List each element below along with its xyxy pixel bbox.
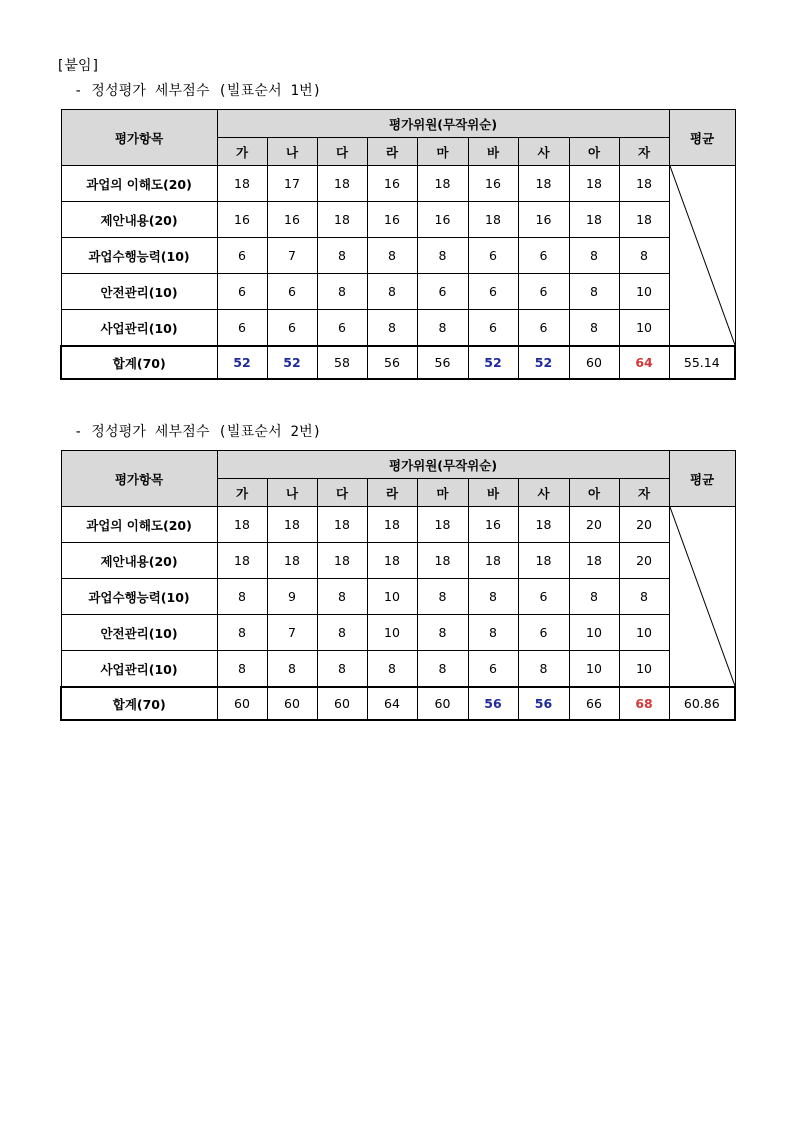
member-header: 아	[569, 138, 619, 166]
member-header: 라	[367, 138, 417, 166]
score-cell: 16	[367, 202, 417, 238]
score-cell: 8	[267, 651, 317, 688]
header-item: 평가항목	[61, 451, 217, 507]
table-row	[61, 615, 735, 651]
score-cell: 6	[468, 274, 518, 310]
score-cell: 10	[367, 615, 417, 651]
total-score-cell: 68	[619, 687, 669, 720]
score-cell: 6	[267, 310, 317, 347]
score-cell: 18	[267, 543, 317, 579]
score-cell: 8	[367, 274, 417, 310]
score-cell: 18	[468, 202, 518, 238]
score-cell: 18	[317, 202, 367, 238]
score-cell: 6	[217, 310, 267, 347]
score-cell: 10	[569, 651, 619, 688]
score-cell: 10	[569, 615, 619, 651]
score-cell: 18	[367, 543, 417, 579]
score-cell: 6	[217, 238, 267, 274]
table-row	[61, 202, 735, 238]
score-cell: 18	[367, 507, 417, 543]
score-cell: 8	[317, 579, 367, 615]
member-header: 사	[518, 138, 569, 166]
score-cell: 8	[367, 651, 417, 688]
member-header: 다	[317, 479, 367, 507]
score-cell: 18	[569, 543, 619, 579]
row-label: 과업수행능력(10)	[61, 238, 217, 274]
score-cell: 10	[619, 615, 669, 651]
score-cell: 10	[619, 651, 669, 688]
total-score-cell: 56	[468, 687, 518, 720]
score-cell: 8	[367, 238, 417, 274]
score-cell: 10	[367, 579, 417, 615]
member-header: 마	[417, 138, 468, 166]
score-cell: 8	[569, 238, 619, 274]
average-blank-diagonal	[669, 507, 735, 688]
table-row	[61, 274, 735, 310]
total-label: 합계(70)	[61, 687, 217, 720]
score-cell: 8	[317, 274, 367, 310]
score-cell: 8	[468, 579, 518, 615]
table-row	[61, 651, 735, 688]
row-label: 제안내용(20)	[61, 202, 217, 238]
total-score-cell: 52	[217, 346, 267, 379]
score-cell: 7	[267, 238, 317, 274]
score-cell: 8	[417, 579, 468, 615]
total-score-cell: 52	[518, 346, 569, 379]
score-cell: 8	[367, 310, 417, 347]
table-row	[61, 579, 735, 615]
score-cell: 20	[569, 507, 619, 543]
score-cell: 7	[267, 615, 317, 651]
score-cell: 18	[267, 507, 317, 543]
score-cell: 18	[317, 507, 367, 543]
score-cell: 20	[619, 543, 669, 579]
total-score-cell: 56	[367, 346, 417, 379]
score-cell: 6	[518, 238, 569, 274]
score-cell: 18	[317, 166, 367, 202]
score-cell: 8	[417, 615, 468, 651]
score-cell: 8	[468, 615, 518, 651]
total-label: 합계(70)	[61, 346, 217, 379]
score-cell: 18	[217, 166, 267, 202]
score-cell: 18	[417, 507, 468, 543]
row-label: 안전관리(10)	[61, 615, 217, 651]
score-cell: 8	[217, 579, 267, 615]
score-cell: 6	[468, 238, 518, 274]
total-score-cell: 52	[468, 346, 518, 379]
member-header: 아	[569, 479, 619, 507]
member-header: 다	[317, 138, 367, 166]
score-cell: 18	[569, 166, 619, 202]
average-blank-diagonal	[669, 166, 735, 347]
score-table-1	[60, 109, 736, 380]
score-cell: 16	[217, 202, 267, 238]
member-header: 나	[267, 138, 317, 166]
total-score-cell: 58	[317, 346, 367, 379]
total-row	[61, 346, 735, 379]
average-value: 60.86	[669, 687, 735, 720]
score-cell: 8	[569, 310, 619, 347]
score-cell: 16	[267, 202, 317, 238]
score-cell: 6	[267, 274, 317, 310]
member-header: 바	[468, 479, 518, 507]
row-label: 과업의 이해도(20)	[61, 507, 217, 543]
total-score-cell: 60	[317, 687, 367, 720]
score-cell: 18	[217, 543, 267, 579]
total-score-cell: 56	[417, 346, 468, 379]
score-cell: 8	[417, 310, 468, 347]
total-score-cell: 52	[267, 346, 317, 379]
header-committee: 평가위원(무작위순)	[217, 451, 669, 479]
score-cell: 8	[317, 615, 367, 651]
score-cell: 8	[217, 651, 267, 688]
score-cell: 16	[468, 507, 518, 543]
score-cell: 18	[417, 166, 468, 202]
score-cell: 20	[619, 507, 669, 543]
total-score-cell: 60	[267, 687, 317, 720]
member-header: 마	[417, 479, 468, 507]
score-cell: 18	[619, 202, 669, 238]
header-item: 평가항목	[61, 110, 217, 166]
score-cell: 8	[317, 651, 367, 688]
member-header: 사	[518, 479, 569, 507]
score-cell: 18	[217, 507, 267, 543]
score-cell: 6	[518, 274, 569, 310]
score-cell: 6	[518, 579, 569, 615]
score-cell: 8	[417, 651, 468, 688]
total-score-cell: 56	[518, 687, 569, 720]
section-title-2: - 정성평가 세부점수 (빌표순서 2번)	[74, 424, 322, 440]
score-cell: 8	[217, 615, 267, 651]
total-score-cell: 64	[619, 346, 669, 379]
score-cell: 18	[317, 543, 367, 579]
score-cell: 6	[217, 274, 267, 310]
score-cell: 16	[518, 202, 569, 238]
total-score-cell: 60	[417, 687, 468, 720]
score-cell: 10	[619, 274, 669, 310]
total-score-cell: 60	[217, 687, 267, 720]
section-title-1: - 정성평가 세부점수 (빌표순서 1번)	[74, 83, 322, 99]
score-cell: 8	[518, 651, 569, 688]
score-cell: 17	[267, 166, 317, 202]
total-score-cell: 66	[569, 687, 619, 720]
score-cell: 6	[518, 310, 569, 347]
score-cell: 16	[417, 202, 468, 238]
score-cell: 8	[317, 238, 367, 274]
score-cell: 6	[417, 274, 468, 310]
table-row	[61, 507, 735, 543]
attachment-label: [붙임]	[56, 58, 100, 74]
score-cell: 18	[468, 543, 518, 579]
score-cell: 18	[518, 166, 569, 202]
average-value: 55.14	[669, 346, 735, 379]
score-cell: 8	[619, 238, 669, 274]
score-table-2	[60, 450, 736, 721]
score-cell: 8	[619, 579, 669, 615]
member-header: 자	[619, 479, 669, 507]
total-row	[61, 687, 735, 720]
score-cell: 16	[367, 166, 417, 202]
score-cell: 6	[468, 310, 518, 347]
table-row	[61, 310, 735, 347]
score-cell: 18	[417, 543, 468, 579]
member-header: 라	[367, 479, 417, 507]
row-label: 사업관리(10)	[61, 310, 217, 347]
row-label: 안전관리(10)	[61, 274, 217, 310]
header-average: 평균	[669, 110, 735, 166]
score-cell: 6	[317, 310, 367, 347]
score-cell: 18	[518, 543, 569, 579]
diagonal-line	[670, 166, 735, 345]
header-average: 평균	[669, 451, 735, 507]
row-label: 제안내용(20)	[61, 543, 217, 579]
score-cell: 6	[468, 651, 518, 688]
row-label: 과업의 이해도(20)	[61, 166, 217, 202]
score-cell: 16	[468, 166, 518, 202]
member-header: 가	[217, 138, 267, 166]
score-cell: 9	[267, 579, 317, 615]
diagonal-line	[670, 507, 735, 686]
row-label: 사업관리(10)	[61, 651, 217, 688]
member-header: 자	[619, 138, 669, 166]
table-row	[61, 543, 735, 579]
total-score-cell: 64	[367, 687, 417, 720]
total-score-cell: 60	[569, 346, 619, 379]
score-cell: 18	[518, 507, 569, 543]
member-header: 가	[217, 479, 267, 507]
score-cell: 18	[569, 202, 619, 238]
score-cell: 8	[417, 238, 468, 274]
score-cell: 18	[619, 166, 669, 202]
member-header: 바	[468, 138, 518, 166]
score-cell: 6	[518, 615, 569, 651]
score-cell: 8	[569, 274, 619, 310]
member-header: 나	[267, 479, 317, 507]
score-cell: 10	[619, 310, 669, 347]
table-row	[61, 238, 735, 274]
row-label: 과업수행능력(10)	[61, 579, 217, 615]
score-cell: 8	[569, 579, 619, 615]
table-row	[61, 166, 735, 202]
header-committee: 평가위원(무작위순)	[217, 110, 669, 138]
